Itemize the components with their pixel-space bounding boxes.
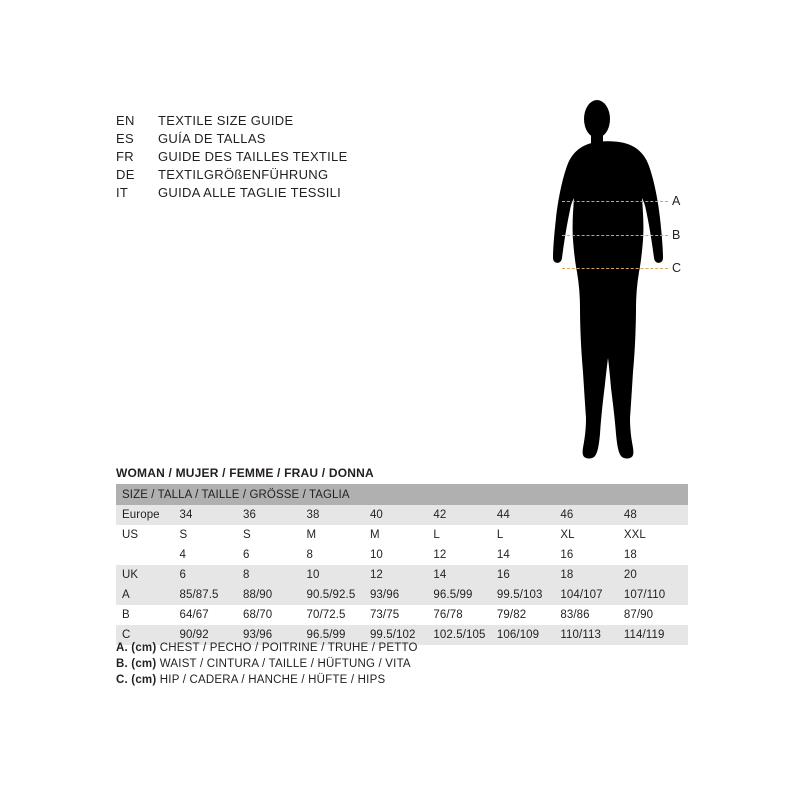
cell: 16 <box>560 545 623 565</box>
cell: 6 <box>243 545 306 565</box>
language-code-fr: FR <box>116 149 134 164</box>
legend-row-b <box>116 656 418 672</box>
cell: 85/87.5 <box>179 585 242 605</box>
legend-key-a: A. (cm) <box>116 642 157 654</box>
table-row <box>116 525 688 545</box>
row-label-us-numeric <box>116 545 179 565</box>
cell: 70/72.5 <box>306 605 369 625</box>
cell: S <box>243 525 306 545</box>
cell: 96.5/99 <box>306 625 369 645</box>
cell: 16 <box>497 565 560 585</box>
cell: 12 <box>433 545 496 565</box>
cell: 114/119 <box>624 625 688 645</box>
language-row-it <box>116 184 446 202</box>
cell: 46 <box>560 505 623 525</box>
legend-key-c: C. (cm) <box>116 674 157 686</box>
measure-line-a <box>562 201 668 203</box>
cell: 14 <box>497 545 560 565</box>
cell: 93/96 <box>243 625 306 645</box>
language-code-de: DE <box>116 167 135 182</box>
cell: 34 <box>179 505 242 525</box>
language-row-es <box>116 130 446 148</box>
cell: 64/67 <box>179 605 242 625</box>
cell: 4 <box>179 545 242 565</box>
language-text-es: GUÍA DE TALLAS <box>158 131 266 146</box>
cell: 76/78 <box>433 605 496 625</box>
cell: XL <box>560 525 623 545</box>
silhouette-icon <box>520 100 700 475</box>
legend-text-b: WAIST / CINTURA / TAILLE / HÜFTUNG / VITA <box>159 658 411 670</box>
female-silhouette-figure <box>520 100 700 475</box>
language-code-en: EN <box>116 113 135 128</box>
measure-line-b <box>562 235 668 237</box>
cell: 83/86 <box>560 605 623 625</box>
cell: 93/96 <box>370 585 433 605</box>
cell: 10 <box>370 545 433 565</box>
cell: 12 <box>370 565 433 585</box>
cell: 68/70 <box>243 605 306 625</box>
language-row-en <box>116 112 446 130</box>
table-row <box>116 605 688 625</box>
size-table <box>116 484 688 645</box>
cell: 104/107 <box>560 585 623 605</box>
cell: 90/92 <box>179 625 242 645</box>
cell: 90.5/92.5 <box>306 585 369 605</box>
language-list <box>116 112 446 202</box>
measurement-legend <box>116 640 418 688</box>
cell: L <box>433 525 496 545</box>
table-row <box>116 585 688 605</box>
language-code-es: ES <box>116 131 134 146</box>
measure-line-c <box>562 268 668 270</box>
cell: 44 <box>497 505 560 525</box>
cell: 96.5/99 <box>433 585 496 605</box>
measure-label-c: C <box>672 261 682 275</box>
cell: 99.5/103 <box>497 585 560 605</box>
cell: 14 <box>433 565 496 585</box>
cell: 99.5/102 <box>370 625 433 645</box>
table-row <box>116 565 688 585</box>
measure-label-a: A <box>672 194 681 208</box>
cell: L <box>497 525 560 545</box>
legend-key-b: B. (cm) <box>116 658 157 670</box>
table-row <box>116 545 688 565</box>
cell: 88/90 <box>243 585 306 605</box>
row-label-c: C <box>116 625 179 645</box>
row-label-a: A <box>116 585 179 605</box>
cell: 40 <box>370 505 433 525</box>
row-label-europe: Europe <box>116 505 179 525</box>
language-code-it: IT <box>116 185 129 200</box>
cell: S <box>179 525 242 545</box>
legend-text-c: HIP / CADERA / HANCHE / HÜFTE / HIPS <box>159 674 386 686</box>
table-header-label: SIZE / TALLA / TAILLE / GRÖSSE / TAGLIA <box>116 484 688 505</box>
cell: M <box>370 525 433 545</box>
cell: 87/90 <box>624 605 688 625</box>
cell: 107/110 <box>624 585 688 605</box>
row-label-uk: UK <box>116 565 179 585</box>
language-text-de: TEXTILGRÖßENFÜHRUNG <box>158 167 329 182</box>
cell: 42 <box>433 505 496 525</box>
cell: M <box>306 525 369 545</box>
cell: 36 <box>243 505 306 525</box>
cell: 8 <box>243 565 306 585</box>
cell: 106/109 <box>497 625 560 645</box>
cell: 8 <box>306 545 369 565</box>
cell: 79/82 <box>497 605 560 625</box>
legend-text-a: CHEST / PECHO / POITRINE / TRUHE / PETTO <box>159 642 418 654</box>
measure-label-b: B <box>672 228 681 242</box>
cell: 18 <box>624 545 688 565</box>
cell: 48 <box>624 505 688 525</box>
size-table-section <box>116 466 688 645</box>
row-label-b: B <box>116 605 179 625</box>
legend-row-a <box>116 640 418 656</box>
table-header-row <box>116 484 688 505</box>
cell: 73/75 <box>370 605 433 625</box>
legend-row-c <box>116 672 418 688</box>
cell: 38 <box>306 505 369 525</box>
cell: 10 <box>306 565 369 585</box>
cell: 110/113 <box>560 625 623 645</box>
language-row-de <box>116 166 446 184</box>
language-text-en: TEXTILE SIZE GUIDE <box>158 113 294 128</box>
cell: XXL <box>624 525 688 545</box>
language-text-it: GUIDA ALLE TAGLIE TESSILI <box>158 185 342 200</box>
row-label-us: US <box>116 525 179 545</box>
table-row <box>116 505 688 525</box>
language-row-fr <box>116 148 446 166</box>
cell: 102.5/105 <box>433 625 496 645</box>
table-caption: WOMAN / MUJER / FEMME / FRAU / DONNA <box>116 466 374 480</box>
cell: 6 <box>179 565 242 585</box>
cell: 20 <box>624 565 688 585</box>
cell: 18 <box>560 565 623 585</box>
language-text-fr: GUIDE DES TAILLES TEXTILE <box>158 149 348 164</box>
